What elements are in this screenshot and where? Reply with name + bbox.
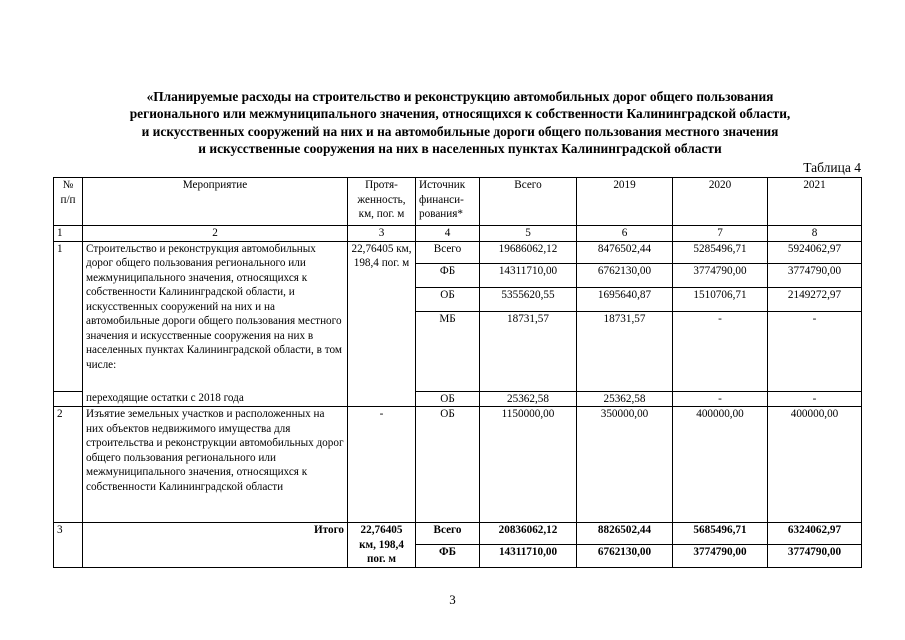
expenses-table xyxy=(53,177,862,568)
page-number: 3 xyxy=(449,592,456,607)
source-cell: Всего xyxy=(416,523,480,545)
value-2020: 5285496,71 xyxy=(673,241,768,263)
value-2019: 6762130,00 xyxy=(577,545,673,567)
total-cell: 25362,58 xyxy=(480,391,577,407)
table-row xyxy=(54,241,862,263)
value-2019: 1695640,87 xyxy=(577,287,673,311)
total-cell: 14311710,00 xyxy=(480,545,577,567)
column-number: 8 xyxy=(768,226,862,242)
total-cell: 19686062,12 xyxy=(480,241,577,263)
header-2019: 2019 xyxy=(577,178,673,226)
title-line: «Планируемые расходы на строительство и реконструкцию автомобильных дорог общего пользования xyxy=(146,89,774,104)
value-2021: - xyxy=(768,311,862,391)
value-2020: 5685496,71 xyxy=(673,523,768,545)
column-number: 4 xyxy=(416,226,480,242)
column-number: 2 xyxy=(83,226,348,242)
total-cell: 1150000,00 xyxy=(480,407,577,523)
column-number: 1 xyxy=(54,226,83,242)
row-number: 1 xyxy=(54,241,83,391)
total-cell: 5355620,55 xyxy=(480,287,577,311)
header-num: № п/п xyxy=(54,178,83,226)
title-line: и искусственные сооружения на них в населенных пунктах Калининградской области xyxy=(198,141,722,157)
table-label: Таблица 4 xyxy=(803,160,861,175)
value-2019: 8826502,44 xyxy=(577,523,673,545)
value-2021: 2149272,97 xyxy=(768,287,862,311)
header-row xyxy=(54,178,862,226)
value-2019: 350000,00 xyxy=(577,407,673,523)
value-2019: 6762130,00 xyxy=(577,263,673,287)
value-2020: 400000,00 xyxy=(673,407,768,523)
value-2020: 3774790,00 xyxy=(673,263,768,287)
value-2020: - xyxy=(673,311,768,391)
value-2021: 400000,00 xyxy=(768,407,862,523)
document-title xyxy=(40,88,880,158)
value-2020: - xyxy=(673,391,768,407)
column-number: 5 xyxy=(480,226,577,242)
source-cell: Всего xyxy=(416,241,480,263)
value-2019: 8476502,44 xyxy=(577,241,673,263)
source-cell: ОБ xyxy=(416,287,480,311)
total-cell: 18731,57 xyxy=(480,311,577,391)
value-2020: 1510706,71 xyxy=(673,287,768,311)
header-2020: 2020 xyxy=(673,178,768,226)
title-line: и искусственных сооружений на них и на автомобильные дороги общего пользования местного значения xyxy=(141,123,779,139)
total-row xyxy=(54,523,862,545)
total-cell: 14311710,00 xyxy=(480,263,577,287)
value-2019: 25362,58 xyxy=(577,391,673,407)
total-label: Итого xyxy=(83,523,348,568)
length-cell: 22,76405 км, 198,4 пог. м xyxy=(348,523,416,568)
header-2021: 2021 xyxy=(768,178,862,226)
sub-event: переходящие остатки с 2018 года xyxy=(83,391,348,407)
table-row xyxy=(54,391,862,407)
header-length: Протя-женность, км, пог. м xyxy=(348,178,416,226)
row-number: 2 xyxy=(54,407,83,523)
value-2021: 3774790,00 xyxy=(768,263,862,287)
column-number: 6 xyxy=(577,226,673,242)
length-cell: 22,76405 км, 198,4 пог. м xyxy=(348,241,416,407)
header-event: Мероприятие xyxy=(83,178,348,226)
length-cell: - xyxy=(348,407,416,523)
event-description: Изъятие земельных участков и расположенных на них объектов недвижимого имущества для строительства и реконструкции автомобильных дорог общего пользования регионального или межмуниципального значения, относящихся к собственности Калининградской области xyxy=(83,407,348,523)
row-number: 3 xyxy=(54,523,83,568)
total-cell: 20836062,12 xyxy=(480,523,577,545)
column-number: 3 xyxy=(348,226,416,242)
event-description: Строительство и реконструкция автомобильных дорог общего пользования регионального или межмуниципального значения, относящихся к собственности Калининградской области, и искусственных сооружений на них и на автомобильные дороги общего пользования местного значения и искусственные сооружения на них в населенных пунктах Калининградской области, в том числе: xyxy=(83,241,348,391)
source-cell: ОБ xyxy=(416,391,480,407)
header-total: Всего xyxy=(480,178,577,226)
source-cell: ФБ xyxy=(416,545,480,567)
header-source: Источник финанси-рования* xyxy=(416,178,480,226)
value-2020: 3774790,00 xyxy=(673,545,768,567)
source-cell: ФБ xyxy=(416,263,480,287)
title-line: регионального или межмуниципального значения, относящихся к собственности Калининградской области, xyxy=(129,106,791,122)
table-row xyxy=(54,407,862,523)
value-2021: 6324062,97 xyxy=(768,523,862,545)
value-2019: 18731,57 xyxy=(577,311,673,391)
source-cell: ОБ xyxy=(416,407,480,523)
empty-cell xyxy=(54,391,83,407)
value-2021: - xyxy=(768,391,862,407)
value-2021: 5924062,97 xyxy=(768,241,862,263)
source-cell: МБ xyxy=(416,311,480,391)
column-number-row xyxy=(54,226,862,242)
value-2021: 3774790,00 xyxy=(768,545,862,567)
column-number: 7 xyxy=(673,226,768,242)
